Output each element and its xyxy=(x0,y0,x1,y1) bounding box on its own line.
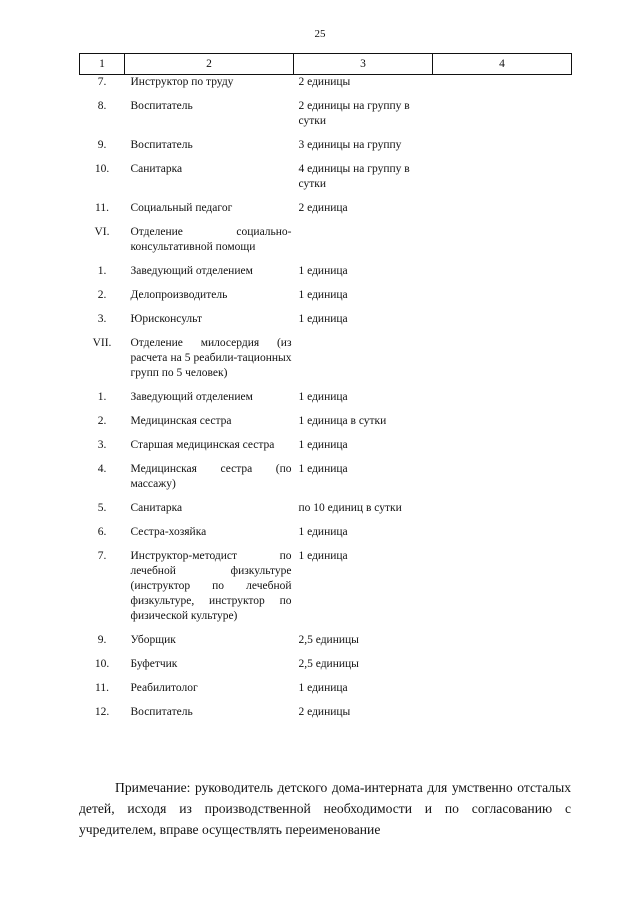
empty-cell xyxy=(433,264,572,288)
staff-count: 1 единица xyxy=(298,289,348,301)
staff-count: 1 единица xyxy=(298,391,348,403)
staff-count xyxy=(294,225,433,264)
page-number: 25 xyxy=(314,28,326,40)
empty-cell xyxy=(433,201,572,225)
staff-count: 2 единицы на группу в сутки xyxy=(298,100,410,127)
empty-cell xyxy=(433,414,572,438)
row-number: 5. xyxy=(97,502,107,514)
empty-cell xyxy=(433,288,572,312)
position-name: Социальный педагог xyxy=(130,202,233,214)
table-row xyxy=(80,414,572,438)
row-number: 10. xyxy=(94,658,110,670)
table-row xyxy=(80,438,572,462)
staff-count: 2 единицы xyxy=(298,706,351,718)
table-body xyxy=(80,75,572,730)
row-number: 11. xyxy=(95,202,109,214)
row-number: 2. xyxy=(97,415,107,427)
table-row xyxy=(80,201,572,225)
staff-count: 2,5 единицы xyxy=(298,658,359,670)
section-title: Отделение милосердия (из расчета на 5 реабили-тационных групп по 5 человек) xyxy=(130,337,292,379)
row-number: 3. xyxy=(97,313,107,325)
table-row xyxy=(80,138,572,162)
section-number: VI. xyxy=(94,226,110,238)
empty-cell xyxy=(433,633,572,657)
position-name: Инструктор по труду xyxy=(130,76,234,88)
footnote-paragraph: Примечание: руководитель детского дома-интерната для умственно отсталых детей, исходя из производственной необходимости и по согласованию с учредителем, вправе осуществлять переименование xyxy=(79,780,571,837)
empty-cell xyxy=(433,138,572,162)
row-number: 4. xyxy=(97,463,107,475)
staff-count: 1 единица xyxy=(298,313,348,325)
empty-cell xyxy=(433,312,572,336)
staff-count: по 10 единиц в сутки xyxy=(298,502,402,514)
row-number: 6. xyxy=(97,526,107,538)
table-row xyxy=(80,633,572,657)
staff-count: 2 единицы xyxy=(298,76,351,88)
row-number: 8. xyxy=(97,100,107,112)
position-name: Юрисконсульт xyxy=(130,313,203,325)
row-number: 9. xyxy=(97,634,107,646)
position-name: Воспитатель xyxy=(130,139,193,151)
staff-count: 1 единица xyxy=(298,463,348,475)
row-number: 2. xyxy=(97,289,107,301)
position-name: Заведующий отделением xyxy=(130,391,253,403)
position-name: Воспитатель xyxy=(130,706,193,718)
table-row xyxy=(80,525,572,549)
table-row xyxy=(80,657,572,681)
position-name: Медицинская сестра xyxy=(130,415,232,427)
empty-cell xyxy=(433,681,572,705)
table-row xyxy=(80,75,572,100)
empty-cell xyxy=(433,225,572,264)
header-row xyxy=(80,54,572,75)
empty-cell xyxy=(433,549,572,633)
empty-cell xyxy=(433,462,572,501)
position-name: Старшая медицинская сестра xyxy=(130,439,275,451)
position-name: Сестра-хозяйка xyxy=(130,526,207,538)
staff-count: 3 единицы на группу xyxy=(298,139,402,151)
row-number: 7. xyxy=(97,550,107,562)
empty-cell xyxy=(433,438,572,462)
header-cell-1: 1 xyxy=(80,54,125,75)
staff-count: 2,5 единицы xyxy=(298,634,359,646)
position-name: Санитарка xyxy=(130,163,183,175)
section-row xyxy=(80,336,572,390)
row-number: 7. xyxy=(97,76,107,88)
empty-cell xyxy=(433,336,572,390)
position-name: Уборщик xyxy=(130,634,176,646)
empty-cell xyxy=(433,75,572,100)
empty-cell xyxy=(433,657,572,681)
position-name: Делопроизводитель xyxy=(130,289,228,301)
position-name: Воспитатель xyxy=(130,100,193,112)
row-number: 12. xyxy=(94,706,110,718)
empty-cell xyxy=(433,501,572,525)
staff-count: 1 единица xyxy=(298,550,348,562)
empty-cell xyxy=(433,390,572,414)
table-row xyxy=(80,99,572,138)
header-cell-2: 2 xyxy=(125,54,294,75)
table-row xyxy=(80,705,572,729)
table-row xyxy=(80,681,572,705)
position-name: Инструктор-методист по лечебной физкультуре (инструктор по лечебной физкультуре, инструктор по физической культуре) xyxy=(130,550,292,622)
staff-count: 4 единицы на группу в сутки xyxy=(298,163,410,190)
staff-count xyxy=(294,336,433,390)
table-row xyxy=(80,288,572,312)
position-name: Санитарка xyxy=(130,502,183,514)
table-row xyxy=(80,264,572,288)
staff-count: 2 единица xyxy=(298,202,348,214)
staff-count: 1 единица xyxy=(298,439,348,451)
section-title: Отделение социально-консультативной помощи xyxy=(130,226,292,253)
staff-count: 1 единица xyxy=(298,265,348,277)
table-row xyxy=(80,549,572,633)
section-number: VII. xyxy=(92,337,112,349)
staff-table xyxy=(79,53,572,729)
staff-count: 1 единица в сутки xyxy=(298,415,387,427)
table-row xyxy=(80,162,572,201)
section-row xyxy=(80,225,572,264)
empty-cell xyxy=(433,525,572,549)
table-row xyxy=(80,501,572,525)
position-name: Медицинская сестра (по массажу) xyxy=(130,463,292,490)
row-number: 1. xyxy=(97,265,107,277)
row-number: 9. xyxy=(97,139,107,151)
row-number: 1. xyxy=(97,391,107,403)
row-number: 10. xyxy=(94,163,110,175)
row-number: 3. xyxy=(97,439,107,451)
table-row xyxy=(80,462,572,501)
empty-cell xyxy=(433,705,572,729)
staff-count: 1 единица xyxy=(298,682,348,694)
row-number: 11. xyxy=(95,682,109,694)
position-name: Заведующий отделением xyxy=(130,265,253,277)
empty-cell xyxy=(433,99,572,138)
staff-count: 1 единица xyxy=(298,526,348,538)
header-cell-3: 3 xyxy=(294,54,433,75)
table-header xyxy=(80,54,572,75)
empty-cell xyxy=(433,162,572,201)
table-row xyxy=(80,390,572,414)
header-cell-4: 4 xyxy=(433,54,572,75)
position-name: Реабилитолог xyxy=(130,682,198,694)
position-name: Буфетчик xyxy=(130,658,178,670)
table-row xyxy=(80,312,572,336)
